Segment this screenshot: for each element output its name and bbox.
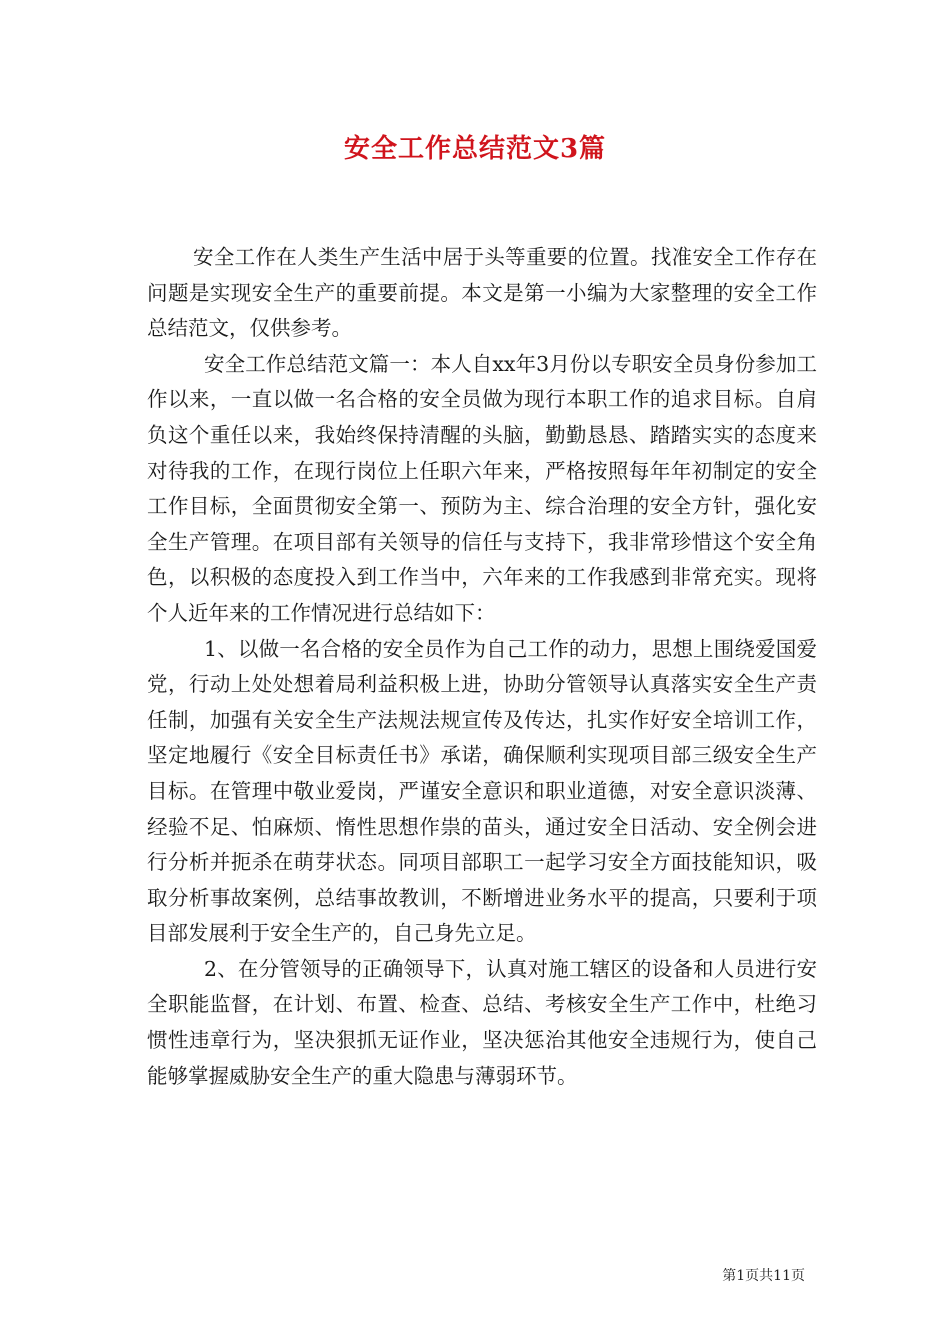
document-body — [147, 240, 817, 1094]
document-title: 安全工作总结范文3篇 — [343, 134, 607, 164]
page-number-footer: 第1页共11页 — [722, 1268, 805, 1284]
paragraph-part-one: 安全工作总结范文篇一：本人自xx年3月份以专职安全员身份参加工作以来，一直以做一名合格的安全员做为现行本职工作的追求目标。自肩负这个重任以来，我始终保持清醒的头脑，勤勤恳恳、踏踏实实的态度来对待我的工作，在现行岗位上任职六年来，严格按照每年年初制定的安全工作目标，全面贯彻安全第一、预防为主、综合治理的安全方针，强化安全生产管理。在项目部有关领导的信任与支持下，我非常珍惜这个安全角色，以积极的态度投入到工作当中，六年来的工作我感到非常充实。现将个人近年来的工作情况进行总结如下： — [147, 351, 817, 625]
paragraph-intro: 安全工作在人类生产生活中居于头等重要的位置。找准安全工作存在问题是实现安全生产的重要前提。本文是第一小编为大家整理的安全工作总结范文，仅供参考。 — [147, 245, 817, 341]
paragraph-item-2: 2、在分管领导的正确领导下，认真对施工辖区的设备和人员进行安全职能监督，在计划、布置、检查、总结、考核安全生产工作中，杜绝习惯性违章行为，坚决狠抓无证作业，坚决惩治其他安全违规行为，使自己能够掌握威胁安全生产的重大隐患与薄弱环节。 — [147, 956, 817, 1088]
paragraph-item-1: 1、以做一名合格的安全员作为自己工作的动力，思想上围绕爱国爱党，行动上处处想着局利益积极上进，协助分管领导认真落实安全生产责任制，加强有关安全生产法规法规宣传及传达，扎实作好安全培训工作，坚定地履行《安全目标责任书》承诺，确保顺利实现项目部三级安全生产目标。在管理中敬业爱岗，严谨安全意识和职业道德，对安全意识淡薄、经验不足、怕麻烦、惰性思想作祟的苗头，通过安全日活动、安全例会进行分析并扼杀在萌芽状态。同项目部职工一起学习安全方面技能知识，吸取分析事故案例，总结事故教训，不断增进业务水平的提高，只要利于项目部发展利于安全生产的，自己身先立足。 — [147, 636, 817, 946]
